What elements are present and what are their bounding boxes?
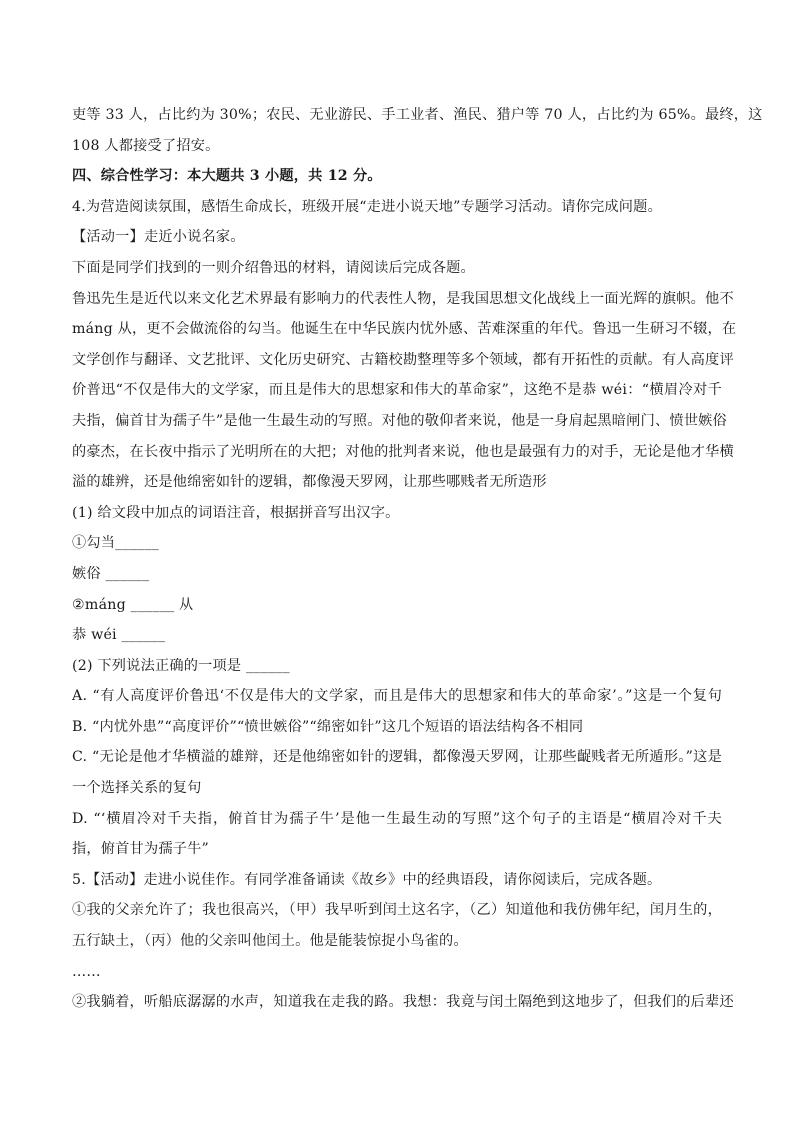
section-heading: 四、综合性学习：本大题共 3 小题，共 12 分。 [72,168,382,185]
passage-line: 鲁迅先生是近代以来文化艺术界最有影响力的代表性人物，是我国思想文化战线上一面光辉的旗帜。他不 [72,290,734,307]
text-line: 下面是同学们找到的一则介绍鲁迅的材料，请阅读后完成各题。 [72,259,475,276]
excerpt-line: ①我的父亲允许了；我也很高兴，（甲）我早听到闰土这名字，（乙）知道他和我仿佛年纪，闰月生的， [72,902,722,919]
option-c: C. “无论是他才华横溢的雄辩，还是他绵密如针的逻辑，都像漫天罗网，让那些齪贱者无所遁形。”这是 [72,749,722,766]
passage-line: 价普迅“不仅是伟大的文学家，而且是伟大的思想家和伟大的革命家”，这绝不是恭 wéi：“横眉冷对千 [72,382,722,399]
answer-blank-line: 恭 wéi ______ [72,627,166,644]
option-c-continued: 一个选择关系的复句 [72,780,202,797]
text-line: 吏等 33 人，占比约为 30%；农民、无业游民、手工业者、渔民、猎户等 70 人，占比约为 65%。最终，这 [72,107,763,123]
option-b: B. “内忧外患”“高度评价”“愤世嫉俗”“绵密如针”这几个短语的语法结构各不相同 [72,718,584,735]
answer-blank-line: ①勾当______ [72,535,159,552]
ellipsis: …… [72,963,101,980]
question-5-prompt: 5.【活动】走进小说佳作。有同学准备诵读《故乡》中的经典语段，请你阅读后，完成各题。 [72,871,662,888]
excerpt-line: ②我躺着，听船底潺潺的水声，知道我在走我的路。我想：我竟与闰土隔绝到这地步了，但我们的后辈还 [72,994,734,1011]
text-line: 108 人都接受了招安。 [72,137,220,154]
answer-blank-line: 嫉俗 ______ [72,565,150,582]
passage-line: 文学创作与翻译、文艺批评、文化历史研究、古籍校勘整理等多个领域，都有开拓性的贡献。有人高度评 [72,351,734,368]
passage-line: 的豪杰，在长夜中指示了光明所在的大把；对他的批判者来说，他也是最强有力的对手，无论是他才华横 [72,443,734,460]
option-a: A. “有人高度评价鲁迅‘不仅是伟大的文学家，而且是伟大的思想家和伟大的革命家’。”这是一个复句 [72,688,722,705]
passage-line: 夫指，偏首甘为孺子牛”是他一生最生动的写照。对他的敬仰者来说，他是一身肩起黑暗闸门、愤世嫉俗 [72,412,727,429]
subquestion-1-prompt: (1) 给文段中加点的词语注音，根据拼音写出汉字。 [72,504,400,521]
passage-line: 溢的雄辨，还是他绵密如针的逻辑，都像漫天罗网，让那些哪贱者无所造形 [72,474,547,491]
option-d-continued: 指，俯首甘为孺子牛” [72,841,209,858]
passage-line: máng 从，更不会做流俗的勾当。他诞生在中华民族内忧外感、苦难深重的年代。鲁迅一生研习不辍，在 [72,321,737,338]
subquestion-2-prompt: (2) 下列说法正确的一项是 ______ [72,657,290,674]
excerpt-line: 五行缺土，（丙）他的父亲叫他闰土。他是能装惊捉小鸟雀的。 [72,933,468,950]
document-page [72,100,763,1018]
activity-one-heading: 【活动一】走近小说名家。 [72,229,245,246]
option-d: D. “‘横眉冷对千夫指，俯首甘为孺子牛’是他一生最生动的写照”这个句子的主语是“横眉冷对千夫 [72,810,722,827]
question-4-prompt: 4.为营造阅读氛围，感悟生命成长，班级开展“走进小说天地”专题学习活动。请你完成问题。 [72,198,662,215]
answer-blank-line: ②máng ______ 从 [72,596,194,613]
